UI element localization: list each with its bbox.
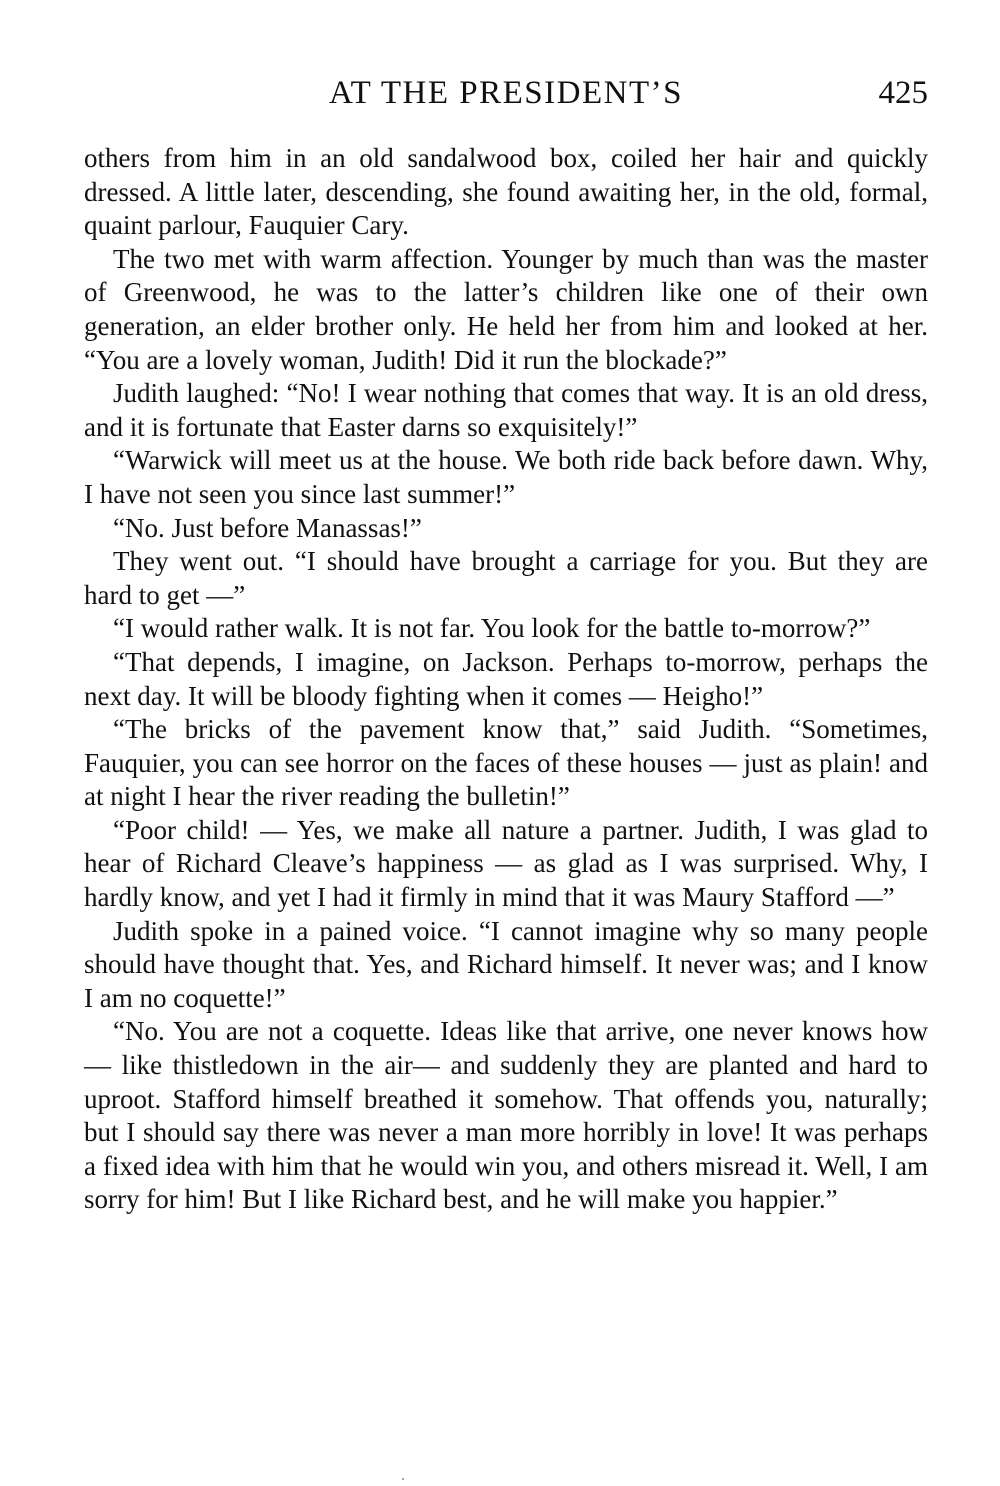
paragraph: “Warwick will meet us at the house. We both ride back before dawn. Why, I have not seen you since last summer!” <box>84 445 928 509</box>
body-text <box>84 142 928 1217</box>
paragraph: “No. You are not a coquette. Ideas like that arrive, one never knows how — like thistledown in the air— and suddenly they are planted and hard to uproot. Stafford himself breathed it somehow. That offends you, naturally; but I should say there was never a man more horribly in love! It was perhaps a fixed idea with him that he would win you, and others misread it. Well, I am sorry for him! But I like Richard best, and he will make you happier.” <box>84 1016 928 1215</box>
paragraph: The two met with warm affection. Younger by much than was the master of Greenwood, he was to the latter’s children like one of their own generation, an elder brother only. He held her from him and looked at her. “You are a lovely woman, Judith! Did it run the blockade?” <box>84 243 928 375</box>
running-head <box>84 68 928 118</box>
paragraph: “I would rather walk. It is not far. You look for the battle to-morrow?” <box>113 613 871 644</box>
paragraph: Judith laughed: “No! I wear nothing that comes that way. It is an old dress, and it is fortunate that Easter darns so exquisitely!” <box>84 378 928 442</box>
paragraph: “Poor child! — Yes, we make all nature a partner. Judith, I was glad to hear of Richard Cleave’s happiness — as glad as I was surprised. Why, I hardly know, and yet I had it firmly in mind that it was Maury Stafford —” <box>84 814 928 913</box>
paragraph: Judith spoke in a pained voice. “I cannot imagine why so many people should have thought that. Yes, and Richard himself. It never was; and I know I am no coquette!” <box>84 915 928 1013</box>
running-title: AT THE PRESIDENT’S <box>329 75 683 111</box>
paragraph-continued: others from him in an old sandalwood box, coiled her hair and quickly dressed. A little later, descending, she found awaiting her, in the old, formal, quaint parlour, Fauquier Cary. <box>84 143 928 241</box>
print-speck <box>402 1478 404 1480</box>
paragraph: “No. Just before Manassas!” <box>113 512 422 543</box>
paragraph: “The bricks of the pavement know that,” said Judith. “Sometimes, Fauquier, you can see horror on the faces of these houses — just as plain! and at night I hear the river reading the bulletin!” <box>84 714 928 812</box>
paragraph: “That depends, I imagine, on Jackson. Perhaps to-morrow, perhaps the next day. It will be bloody fighting when it comes — Heigho!” <box>84 646 928 711</box>
paragraph: They went out. “I should have brought a carriage for you. But they are hard to get —” <box>84 546 928 610</box>
page-number: 425 <box>878 75 928 111</box>
